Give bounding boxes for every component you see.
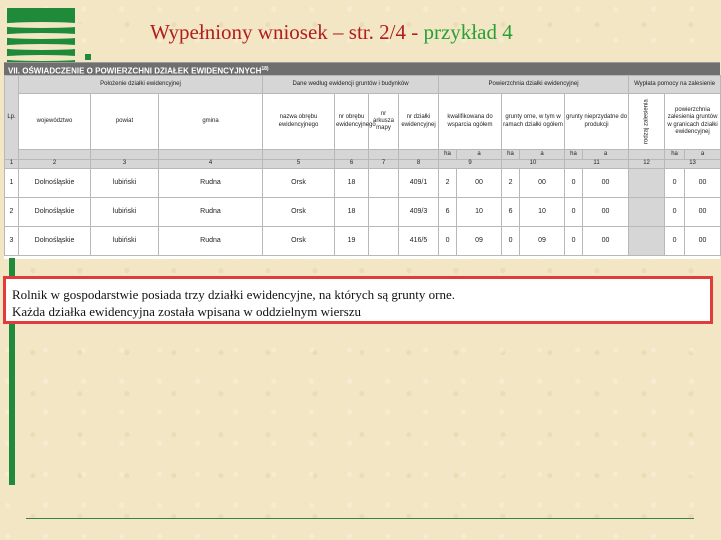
col-number: 8 (399, 160, 439, 169)
cell-obreb: Orsk (263, 198, 335, 227)
cell-obreb-nr: 18 (335, 198, 369, 227)
col-number: 9 (439, 160, 502, 169)
lp-header: Lp. (5, 76, 19, 160)
col-number: 3 (91, 160, 159, 169)
cell-z-a: 00 (685, 198, 721, 227)
unusable-land-header: grunty nieprzydatne do produkcji (565, 94, 629, 150)
cell-n-a: 00 (583, 169, 629, 198)
footer-line (26, 518, 694, 519)
cell-z-a: 00 (685, 227, 721, 256)
eligible-area-header: kwalifikowana do wsparcia ogółem (439, 94, 502, 150)
cell-z-ha: 0 (665, 169, 685, 198)
cell-n-ha: 0 (565, 227, 583, 256)
cell-gmina: Rudna (159, 227, 263, 256)
cell-powiat: lubiński (91, 169, 159, 198)
cell-k-ha: 6 (439, 198, 457, 227)
explanation-note (3, 276, 713, 324)
cell-obreb: Orsk (263, 227, 335, 256)
unit-ha: ha (665, 150, 685, 160)
cell-z-ha: 0 (665, 227, 685, 256)
area-group-header: Powierzchnia działki ewidencyjnej (439, 76, 629, 94)
cell-rodzaj (629, 169, 665, 198)
parcel-number-header: nr działki ewidencyjnej (399, 94, 439, 150)
cell-g-ha: 6 (502, 198, 520, 227)
col-number: 5 (263, 160, 335, 169)
arable-land-header: grunty orne, w tym w ramach działki ogółem (502, 94, 565, 150)
cell-arkusz (369, 227, 399, 256)
logo-dot (85, 54, 91, 60)
cell-powiat: lubiński (91, 198, 159, 227)
cell-k-ha: 0 (439, 227, 457, 256)
cell-dzialka: 416/5 (399, 227, 439, 256)
cell-arkusz (369, 169, 399, 198)
cell-n-ha: 0 (565, 198, 583, 227)
col-number: 6 (335, 160, 369, 169)
form-scan (4, 62, 720, 259)
col-number: 7 (369, 160, 399, 169)
unit-ha: ha (502, 150, 520, 160)
page-title: Wypełniony wniosek – str. 2/4 - przykład 4 (150, 20, 513, 44)
unit-ha: ha (565, 150, 583, 160)
gmina-header: gmina (159, 94, 263, 150)
row-lp: 1 (5, 169, 19, 198)
cell-g-a: 09 (520, 227, 565, 256)
cell-n-a: 00 (583, 198, 629, 227)
cell-n-ha: 0 (565, 169, 583, 198)
cell-g-ha: 0 (502, 227, 520, 256)
row-lp: 2 (5, 198, 19, 227)
note-line: Rolnik w gospodarstwie posiada trzy działki ewidencyjne, na których są grunty orne. (12, 287, 455, 302)
cell-rodzaj (629, 198, 665, 227)
unit-a: a (457, 150, 502, 160)
title-highlight: przykład 4 (423, 20, 513, 44)
cell-z-ha: 0 (665, 198, 685, 227)
cell-k-a: 09 (457, 227, 502, 256)
wojewodztwo-header: województwo (19, 94, 91, 150)
cell-n-a: 00 (583, 227, 629, 256)
table-row (5, 169, 721, 198)
col-number: 10 (502, 160, 565, 169)
cell-k-a: 00 (457, 169, 502, 198)
table-row (5, 198, 721, 227)
sheet-number-header: nr arkusza mapy (369, 94, 399, 150)
cell-g-ha: 2 (502, 169, 520, 198)
note-line: Każda działka ewidencyjna została wpisana w oddzielnym wierszu (12, 304, 362, 319)
row-lp: 3 (5, 227, 19, 256)
cell-arkusz (369, 198, 399, 227)
cell-gmina: Rudna (159, 169, 263, 198)
powiat-header: powiat (91, 94, 159, 150)
cell-gmina: Rudna (159, 198, 263, 227)
unit-ha: ha (439, 150, 457, 160)
cell-obreb-nr: 18 (335, 169, 369, 198)
cell-dzialka: 409/1 (399, 169, 439, 198)
cell-g-a: 10 (520, 198, 565, 227)
table-row (5, 227, 721, 256)
col-number: 13 (665, 160, 721, 169)
cell-g-a: 00 (520, 169, 565, 198)
cell-wojewodztwo: Dolnośląskie (19, 198, 91, 227)
col-number: 2 (19, 160, 91, 169)
cell-wojewodztwo: Dolnośląskie (19, 169, 91, 198)
location-group-header: Położenie działki ewidencyjnej (19, 76, 263, 94)
unit-a: a (583, 150, 629, 160)
cell-dzialka: 409/3 (399, 198, 439, 227)
col-number: 4 (159, 160, 263, 169)
col-number: 11 (565, 160, 629, 169)
payment-group-header: Wypłata pomocy na zalesienie (629, 76, 721, 94)
cell-z-a: 00 (685, 169, 721, 198)
unit-a: a (685, 150, 721, 160)
cell-k-ha: 2 (439, 169, 457, 198)
afforestation-area-header: powierzchnia zalesienia gruntów w granicach działki ewidencyjnej (665, 94, 721, 150)
afforestation-type-header: rodzaj zalesienia (629, 94, 665, 150)
cell-powiat: lubiński (91, 227, 159, 256)
cell-obreb: Orsk (263, 169, 335, 198)
cell-rodzaj (629, 227, 665, 256)
registry-group-header: Dane według ewidencji gruntów i budynków (263, 76, 439, 94)
col-number: 12 (629, 160, 665, 169)
form-section-header: VII. OŚWIADCZENIE O POWIERZCHNI DZIAŁEK EWIDENCYJNYCH$^{18)}$ (4, 63, 720, 75)
unit-a: a (520, 150, 565, 160)
logo (7, 8, 75, 62)
parcel-table (4, 75, 721, 256)
cell-k-a: 10 (457, 198, 502, 227)
col-number: 1 (5, 160, 19, 169)
cell-wojewodztwo: Dolnośląskie (19, 227, 91, 256)
obreb-number-header: nr obrębu ewidencyjnego (335, 94, 369, 150)
obreb-name-header: nazwa obrębu ewidencyjnego (263, 94, 335, 150)
cell-obreb-nr: 19 (335, 227, 369, 256)
